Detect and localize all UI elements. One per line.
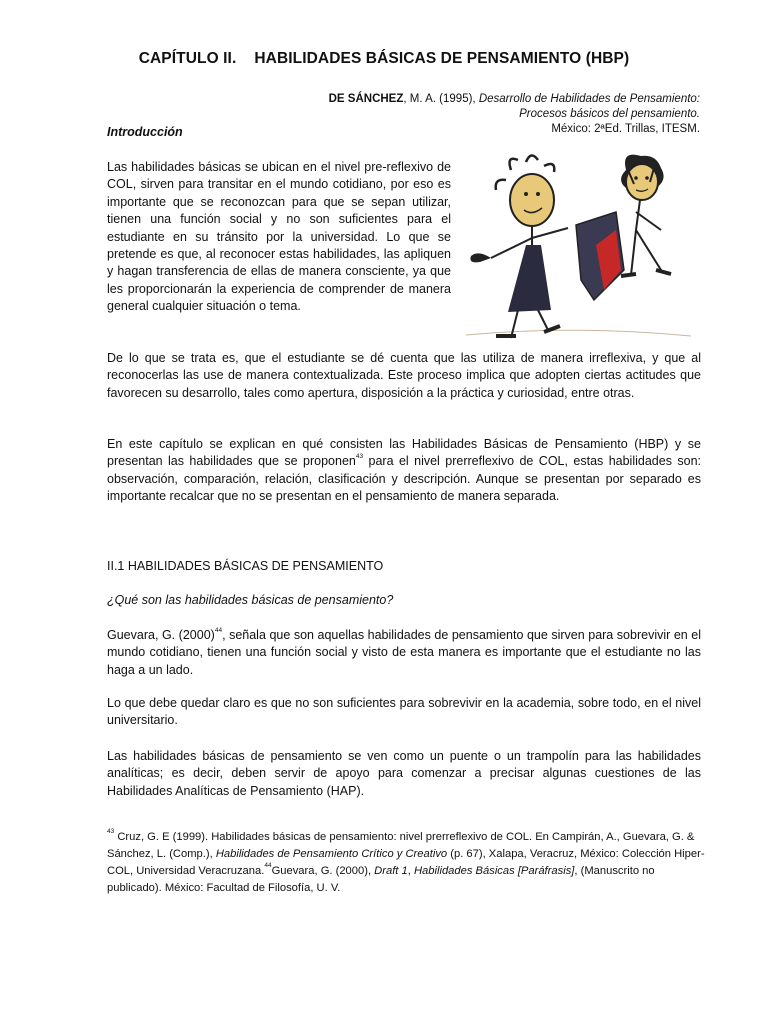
footnote-44-mid: , bbox=[407, 865, 414, 877]
citation-line-2 bbox=[329, 107, 700, 122]
section-question: ¿Qué son las habilidades básicas de pensamiento? bbox=[107, 593, 394, 607]
footnote-number-44: 44 bbox=[264, 862, 272, 869]
paragraph-5: Lo que debe quedar claro es que no son suficientes para sobrevivir en la academia, sobre todo, en el nivel universitario. bbox=[107, 696, 701, 728]
paragraph-4-text-b: , señala que son aquellas habilidades de pensamiento que sirven para sobrevivir en el mundo cotidiano, tienen una función social y visto de esta manera es importante que el estudiante no las haga a un lado. bbox=[107, 628, 701, 677]
section-heading: II.1 HABILIDADES BÁSICAS DE PENSAMIENTO bbox=[107, 559, 384, 573]
citation-work-1: Desarrollo de Habilidades de Pensamiento: bbox=[478, 93, 700, 105]
citation-author: DE SÁNCHEZ bbox=[328, 93, 404, 105]
footnote-44-italic-2: Habilidades Básicas [Paráfrasis] bbox=[413, 865, 575, 877]
running-figures-illustration bbox=[456, 150, 702, 348]
chapter-title bbox=[0, 50, 768, 68]
footnote-44-text-b: , (Manuscrito no publicado). México: Facultad de Filosofía, U. V. bbox=[107, 865, 655, 894]
paragraph-6: Las habilidades básicas de pensamiento se ven como un puente o un trampolín para las habilidades analíticas; es decir, deben servir de apoyo para comenzar a precisar algunas cuestiones de las Habilidades Analíticas de Pensamiento (HAP). bbox=[107, 749, 701, 798]
footnote-43-italic: Habilidades de Pensamiento Crítico y Creativo bbox=[215, 848, 448, 860]
footnote-ref-44: 44 bbox=[214, 627, 223, 634]
paragraph-3-text-a: En este capítulo se explican en qué consisten las Habilidades Básicas de Pensamiento (HBP) y se presentan las habilidades que se proponen bbox=[107, 437, 701, 469]
paragraph-1: Las habilidades básicas se ubican en el nivel pre-reflexivo de COL, sirven para transitar en el mundo cotidiano, por eso es importante que se reconozcan para que se sepan utilizar, tienen una función social y no son suficientes para el estudiante en su tránsito por la universidad. Lo que se pretende es que, al reconocer estas habilidades, las apliquen y hagan transferencia de ellas de manera consciente, ya que les proporcionarán la experiencia de comprender de manera general cualquier situación o tema. bbox=[107, 160, 451, 314]
paragraph-2: De lo que se trata es, que el estudiante se dé cuenta que las utiliza de manera irreflexiva, y que al reconocerlas las use de manera contextualizada. Este proceso implica que adopten ciertas actitudes que favorecen su desarrollo, tales como apertura, disposición a la práctica y curiosidad, entre otras. bbox=[107, 351, 701, 400]
citation-author-rest: , M. A. (1995), bbox=[403, 93, 479, 105]
chapter-name: HABILIDADES BÁSICAS DE PENSAMIENTO (HBP) bbox=[254, 50, 630, 67]
intro-heading: Introducción bbox=[107, 125, 183, 139]
footnotes bbox=[107, 829, 707, 897]
paragraph-3 bbox=[107, 436, 701, 506]
paragraph-4-text-a: Guevara, G. (2000) bbox=[107, 628, 215, 642]
footnote-number-43: 43 bbox=[107, 828, 115, 835]
footnote-43-text-a: Cruz, G. E (1999). Habilidades básicas de pensamiento: nivel prerreflexivo de COL. En Campirán, A., Guevara, G. & Sánchez, L. (Comp.), bbox=[107, 831, 695, 860]
citation-work-2: Procesos básicos del pensamiento. bbox=[519, 108, 700, 120]
footnote-44-text-a: Guevara, G. (2000), bbox=[271, 865, 375, 877]
source-citation bbox=[329, 92, 700, 137]
chapter-number: CAPÍTULO II. bbox=[138, 50, 237, 67]
citation-line-3: México: 2ªEd. Trillas, ITESM. bbox=[551, 123, 700, 135]
footnote-ref-43: 43 bbox=[355, 453, 364, 461]
footnote-44-italic-1: Draft 1 bbox=[374, 865, 408, 877]
citation-line-1 bbox=[329, 92, 700, 107]
paragraph-3-text-b: para el nivel prerreflexivo de COL, estas habilidades son: observación, comparación, relación, clasificación y descripción. Aunque se presentan por separado es importante recalcar que no se presentan en el pensamiento de manera separada. bbox=[107, 454, 702, 504]
paragraph-4 bbox=[107, 627, 701, 679]
footnote-43-text-b: (p. 67), Xalapa, Veracruz, México: Colección Hiper-COL, Universidad Veracruzana. bbox=[107, 848, 705, 877]
